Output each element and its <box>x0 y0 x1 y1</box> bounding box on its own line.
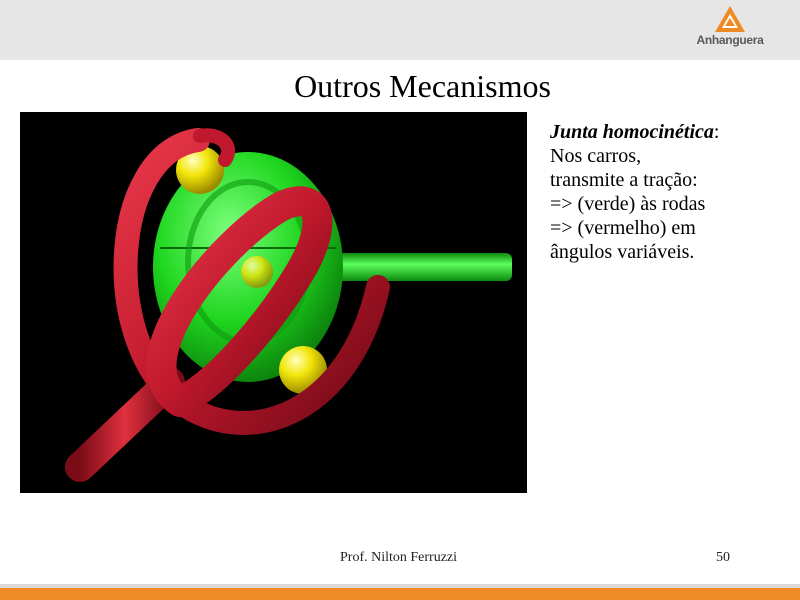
footer-band <box>0 584 800 600</box>
logo-text: Anhanguera <box>696 33 764 47</box>
slide-title: Outros Mecanismos <box>294 68 551 104</box>
anhanguera-logo <box>690 6 770 54</box>
footer-author: Prof. Nilton Ferruzzi <box>340 550 458 565</box>
homokinetic-joint-image <box>20 112 527 493</box>
header-band <box>0 0 800 60</box>
description-text <box>550 120 790 264</box>
body-line: => (verde) às rodas <box>550 193 706 215</box>
logo-flame-icon <box>715 6 745 32</box>
term: Junta homocinética <box>550 121 714 143</box>
term-suffix: : <box>713 121 720 143</box>
term-line <box>550 120 790 144</box>
body-line: ângulos variáveis. <box>550 241 695 263</box>
footer-band-orange <box>0 588 800 600</box>
body-line: Nos carros, <box>550 145 642 167</box>
body-line: => (vermelho) em <box>550 217 696 239</box>
page-number: 50 <box>716 550 730 565</box>
body-line: transmite a tração: <box>550 169 698 191</box>
